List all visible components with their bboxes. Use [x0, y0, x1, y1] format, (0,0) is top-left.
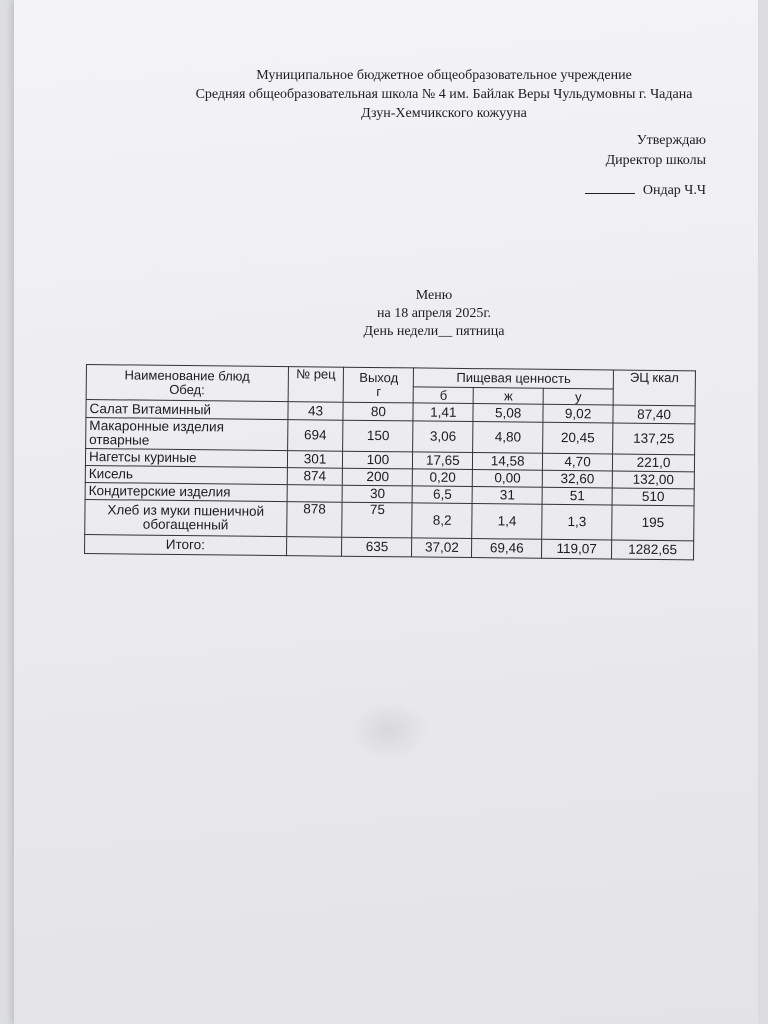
menu-date: на 18 апреля 2025г. — [376, 306, 492, 321]
recipe-number — [287, 485, 343, 503]
fat-value: 14,58 — [473, 453, 543, 471]
protein-value: 0,20 — [413, 469, 473, 487]
menu-title: Меню — [415, 288, 453, 303]
fat-value: 4,80 — [473, 422, 543, 454]
yield-value: 100 — [343, 451, 413, 469]
header-energy: ЭЦ ккал — [613, 370, 695, 406]
protein-value: 17,65 — [413, 452, 473, 470]
fat-value: 0,00 — [473, 470, 543, 488]
total-protein: 37,02 — [412, 538, 472, 558]
energy-value: 132,00 — [612, 471, 694, 489]
dish-name: Кисель — [85, 465, 287, 484]
energy-value: 195 — [612, 505, 694, 541]
fat-value: 31 — [472, 487, 542, 505]
protein-value: 3,06 — [413, 421, 473, 453]
finger-shadow — [349, 700, 429, 760]
total-energy: 1282,65 — [612, 540, 694, 560]
total-label: Итого: — [85, 534, 287, 555]
header-line-3: Дзун-Хемчикского кожууна — [361, 106, 527, 121]
dish-name: Салат Витаминный — [86, 400, 288, 420]
approval-label: Утверждаю — [636, 133, 706, 148]
header-dish-name-line2: Обед: — [169, 381, 205, 398]
signature-row — [585, 181, 706, 201]
header-yield-line1: Выход — [359, 369, 399, 386]
recipe-number: 878 — [286, 502, 342, 538]
yield-value: 80 — [343, 402, 413, 421]
energy-value: 137,25 — [613, 423, 695, 455]
signature-line — [585, 193, 635, 194]
dish-name: Кондитерские изделия — [85, 482, 287, 501]
yield-value: 75 — [342, 502, 412, 538]
yield-value: 200 — [343, 468, 413, 486]
menu-title-block — [284, 287, 584, 341]
total-recipe-empty — [286, 537, 342, 557]
header-nutrition: Пищевая ценность — [414, 368, 614, 389]
carb-value: 20,45 — [543, 422, 613, 454]
protein-value: 1,41 — [413, 403, 473, 422]
header-dish-name-line1: Наименование блюд — [124, 367, 250, 384]
header-u: у — [543, 388, 613, 405]
menu-weekday: День недели__ пятница — [363, 324, 505, 339]
recipe-number: 694 — [287, 420, 343, 452]
carb-value: 32,60 — [542, 470, 612, 488]
carb-value: 51 — [542, 487, 612, 505]
header-yield — [344, 367, 414, 403]
header-line-1: Муниципальное бюджетное общеобразовательное учреждение — [256, 68, 632, 83]
yield-value: 150 — [343, 420, 413, 452]
protein-value: 8,2 — [412, 503, 472, 539]
energy-value: 221,0 — [612, 454, 694, 472]
dish-name: Макаронные изделия отварные — [86, 418, 288, 451]
header-recipe: № рец — [288, 367, 344, 403]
dish-name: Хлеб из муки пшеничной обогащенный — [85, 499, 287, 536]
header-b: б — [413, 387, 473, 404]
director-name: Ондар Ч.Ч — [642, 183, 706, 198]
total-yield: 635 — [342, 537, 412, 557]
total-carb: 119,07 — [542, 539, 612, 559]
header-line-2: Средняя общеобразовательная школа № 4 им. Байлак Веры Чульдумовны г. Чадана — [195, 87, 693, 102]
recipe-number: 43 — [288, 402, 344, 421]
fat-value: 5,08 — [473, 404, 543, 423]
energy-value: 87,40 — [613, 405, 695, 424]
carb-value: 9,02 — [543, 404, 613, 423]
dish-name: Нагетсы куриные — [85, 449, 287, 468]
total-fat: 69,46 — [472, 539, 542, 559]
menu-table — [84, 364, 696, 560]
approval-block — [585, 131, 706, 201]
protein-value: 6,5 — [412, 486, 472, 504]
header-dish-name — [86, 365, 288, 402]
energy-value: 510 — [612, 488, 694, 506]
yield-value: 30 — [343, 485, 413, 503]
institution-header — [134, 66, 754, 123]
recipe-number: 874 — [287, 468, 343, 486]
header-yield-line2: г — [376, 384, 382, 400]
carb-value: 1,3 — [542, 504, 612, 540]
header-zh: ж — [473, 388, 543, 405]
recipe-number: 301 — [287, 451, 343, 469]
fat-value: 1,4 — [472, 504, 542, 540]
approval-position: Директор школы — [605, 153, 706, 168]
carb-value: 4,70 — [543, 453, 613, 471]
